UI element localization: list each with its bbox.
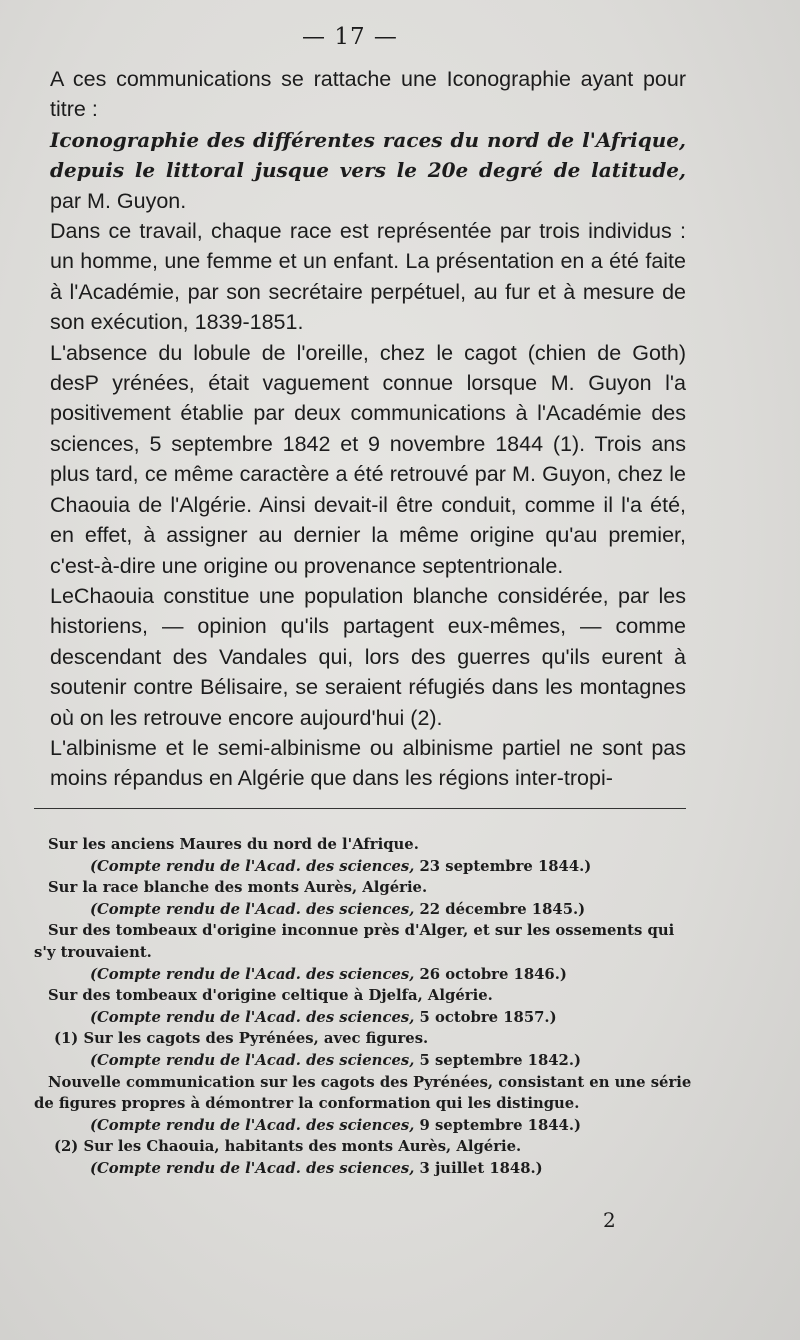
footnote-line: (Compte rendu de l'Acad. des sciences, 26 octobre 1846.) bbox=[90, 965, 567, 983]
footnote-separator bbox=[34, 808, 686, 809]
paragraph-5: L'albinisme et le semi-albinisme ou albinisme partiel ne sont pas moins répandus en Algérie que dans les régions inter-tropi- bbox=[50, 735, 686, 791]
footnote-line: Sur la race blanche des monts Aurès, Algérie. bbox=[48, 879, 428, 897]
footnote-line: Sur les anciens Maures du nord de l'Afrique. bbox=[48, 836, 419, 853]
footnote-line: (Compte rendu de l'Acad. des sciences, 9 septembre 1844.) bbox=[90, 1116, 581, 1134]
footnote-line: (Compte rendu de l'Acad. des sciences, 22 décembre 1845.) bbox=[90, 900, 586, 918]
signature-mark: 2 bbox=[603, 1208, 616, 1232]
footnote-line: s'y trouvaient. bbox=[34, 943, 152, 961]
paragraph-1 bbox=[50, 64, 686, 216]
iconography-title: Iconographie des différentes races du nord de l'Afrique, depuis le littoral jusque vers le 20e degré de latitude, bbox=[50, 127, 686, 183]
footnote-line: de figures propres à démontrer la conformation qui les distingue. bbox=[34, 1095, 580, 1113]
footnotes bbox=[34, 834, 694, 1180]
page-number: — 17 — bbox=[302, 24, 398, 50]
footnote-line: (Compte rendu de l'Acad. des sciences, 3 juillet 1848.) bbox=[90, 1159, 543, 1177]
paragraph-2: Dans ce travail, chaque race est représentée par trois individus : un homme, une femme et un enfant. La présentation en a été faite à l'Académie, par son secrétaire perpétuel, au fur et à mesure de son exécution, 1839-1851. bbox=[50, 219, 686, 335]
footnote-line: (1) Sur les cagots des Pyrénées, avec figures. bbox=[54, 1030, 429, 1048]
paragraph-3: L'absence du lobule de l'oreille, chez le cagot (chien de Goth) desP yrénées, était vaguement connue lorsque M. Guyon l'a positivement établie par deux communications à l'Académie des sciences, 5 septembre 1842 et 9 novembre 1844 (1). Trois ans plus tard, ce même caractère a été retrouvé par M. Guyon, chez le Chaouia de l'Algérie. Ainsi devait-il être conduit, comme il l'a été, en effet, à assigner au dernier la même origine qu'au premier, c'est-à-dire une origine ou provenance septentrionale. bbox=[50, 340, 686, 578]
paragraph-4: LeChaouia constitue une population blanche considérée, par les historiens, — opinion qu'ils partagent eux-mêmes, — comme descendant des Vandales qui, lors des guerres qu'ils eurent à soutenir contre Bélisaire, se seraient réfugiés dans les montagnes où on les retrouve encore aujourd'hui (2). bbox=[50, 583, 686, 730]
footnote-line: (Compte rendu de l'Acad. des sciences, 23 septembre 1844.) bbox=[90, 857, 592, 875]
footnote-line: (2) Sur les Chaouia, habitants des monts Aurès, Algérie. bbox=[54, 1138, 522, 1156]
footnote-line: (Compte rendu de l'Acad. des sciences, 5 septembre 1842.) bbox=[90, 1051, 581, 1069]
footnote-line: Nouvelle communication sur les cagots des Pyrénées, consistant en une série bbox=[48, 1073, 692, 1091]
paragraph-1-intro: A ces communications se rattache une Iconographie ayant pour titre : bbox=[50, 67, 686, 122]
main-text bbox=[50, 64, 686, 794]
paragraph-1-author: par M. Guyon. bbox=[50, 188, 187, 213]
footnote-line: Sur des tombeaux d'origine inconnue près d'Alger, et sur les ossements qui bbox=[48, 922, 675, 940]
footnote-line: Sur des tombeaux d'origine celtique à Djelfa, Algérie. bbox=[48, 987, 493, 1005]
footnote-line: (Compte rendu de l'Acad. des sciences, 5 octobre 1857.) bbox=[90, 1008, 557, 1026]
